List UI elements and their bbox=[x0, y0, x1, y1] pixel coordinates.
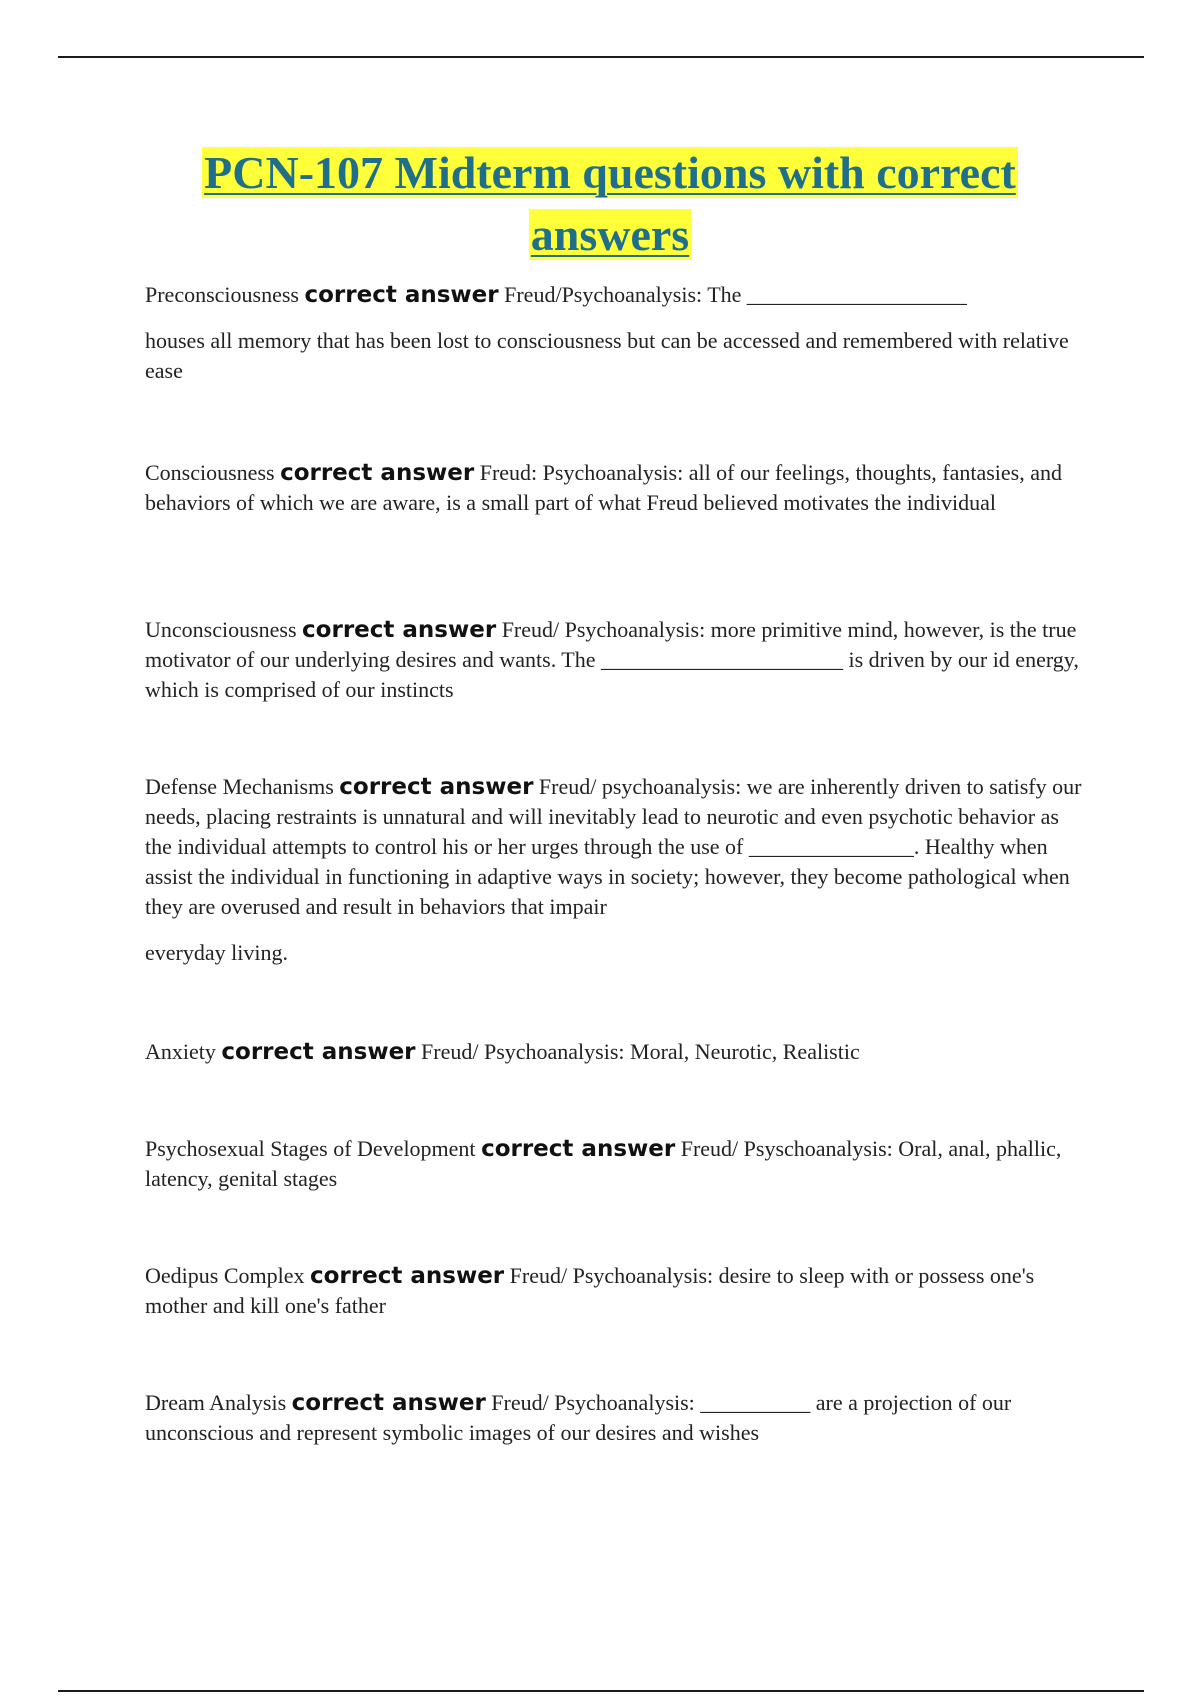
entry-term: Dream Analysis bbox=[145, 1390, 287, 1415]
correct-answer-label: correct answer bbox=[481, 1136, 676, 1162]
correct-answer-label: correct answer bbox=[280, 460, 475, 486]
entry-definition: Freud/ Psychoanalysis: Moral, Neurotic, Realistic bbox=[421, 1039, 860, 1064]
entry-term: Oedipus Complex bbox=[145, 1263, 305, 1288]
entry-term: Unconsciousness bbox=[145, 617, 297, 642]
title-line-2: answers bbox=[530, 209, 690, 260]
qa-entry-dream-analysis bbox=[145, 1388, 1085, 1448]
entry-term: Psychosexual Stages of Development bbox=[145, 1136, 476, 1161]
entry-term: Defense Mechanisms bbox=[145, 774, 334, 799]
correct-answer-label: correct answer bbox=[302, 617, 497, 643]
entry-definition: Freud/ Psychoanalysis: desire to sleep with or possess one's mother and kill one's father bbox=[145, 1263, 1035, 1318]
qa-entry-anxiety bbox=[145, 1037, 1085, 1067]
entry-definition: Freud/ Psychoanalysis: more primitive mind, however, is the true motivator of our underlying desires and wants. The ______________________ is driven by our id energy, which is comprised of our instincts bbox=[145, 617, 1079, 702]
page-title bbox=[80, 142, 1140, 266]
qa-entry-consciousness bbox=[145, 458, 1085, 518]
entry-continuation: everyday living. bbox=[145, 940, 288, 965]
qa-entry-oedipus-complex bbox=[145, 1261, 1085, 1321]
entry-term: Preconsciousness bbox=[145, 282, 299, 307]
correct-answer-label: correct answer bbox=[221, 1039, 416, 1065]
correct-answer-label: correct answer bbox=[310, 1263, 505, 1289]
qa-entry-unconsciousness bbox=[145, 615, 1085, 705]
qa-entry-psychosexual-stages bbox=[145, 1134, 1085, 1194]
entry-definition: Freud/ Psyschoanalysis: Oral, anal, phallic, latency, genital stages bbox=[145, 1136, 1062, 1191]
bottom-rule bbox=[58, 1690, 1144, 1692]
entry-definition: Freud: Psychoanalysis: all of our feelings, thoughts, fantasies, and behaviors of which we are aware, is a small part of what Freud believed motivates the individual bbox=[145, 460, 1062, 515]
title-line-1: PCN-107 Midterm questions with correct bbox=[204, 147, 1016, 198]
entry-definition: Freud/ Psychoanalysis: __________ are a projection of our unconscious and represent symbolic images of our desires and wishes bbox=[145, 1390, 1012, 1445]
correct-answer-label: correct answer bbox=[304, 282, 499, 308]
entry-definition: Freud/ psychoanalysis: we are inherently driven to satisfy our needs, placing restraints is unnatural and will inevitably lead to neurotic and even psychotic behavior as the individual attempts to control his or her urges through the use of _______________. Healthy when assist the individual in functioning in adaptive ways in society; however, they become pathological when they are overused and result in behaviors that impair bbox=[145, 774, 1082, 919]
qa-entry-preconsciousness bbox=[145, 280, 1085, 386]
correct-answer-label: correct answer bbox=[291, 1390, 486, 1416]
correct-answer-label: correct answer bbox=[339, 774, 534, 800]
entry-term: Consciousness bbox=[145, 460, 275, 485]
top-rule bbox=[58, 56, 1144, 58]
entry-definition: Freud/Psychoanalysis: The ____________________ bbox=[504, 282, 967, 307]
qa-entry-defense-mechanisms bbox=[145, 772, 1085, 968]
entry-continuation: houses all memory that has been lost to consciousness but can be accessed and remembered with relative ease bbox=[145, 328, 1069, 383]
entry-term: Anxiety bbox=[145, 1039, 216, 1064]
